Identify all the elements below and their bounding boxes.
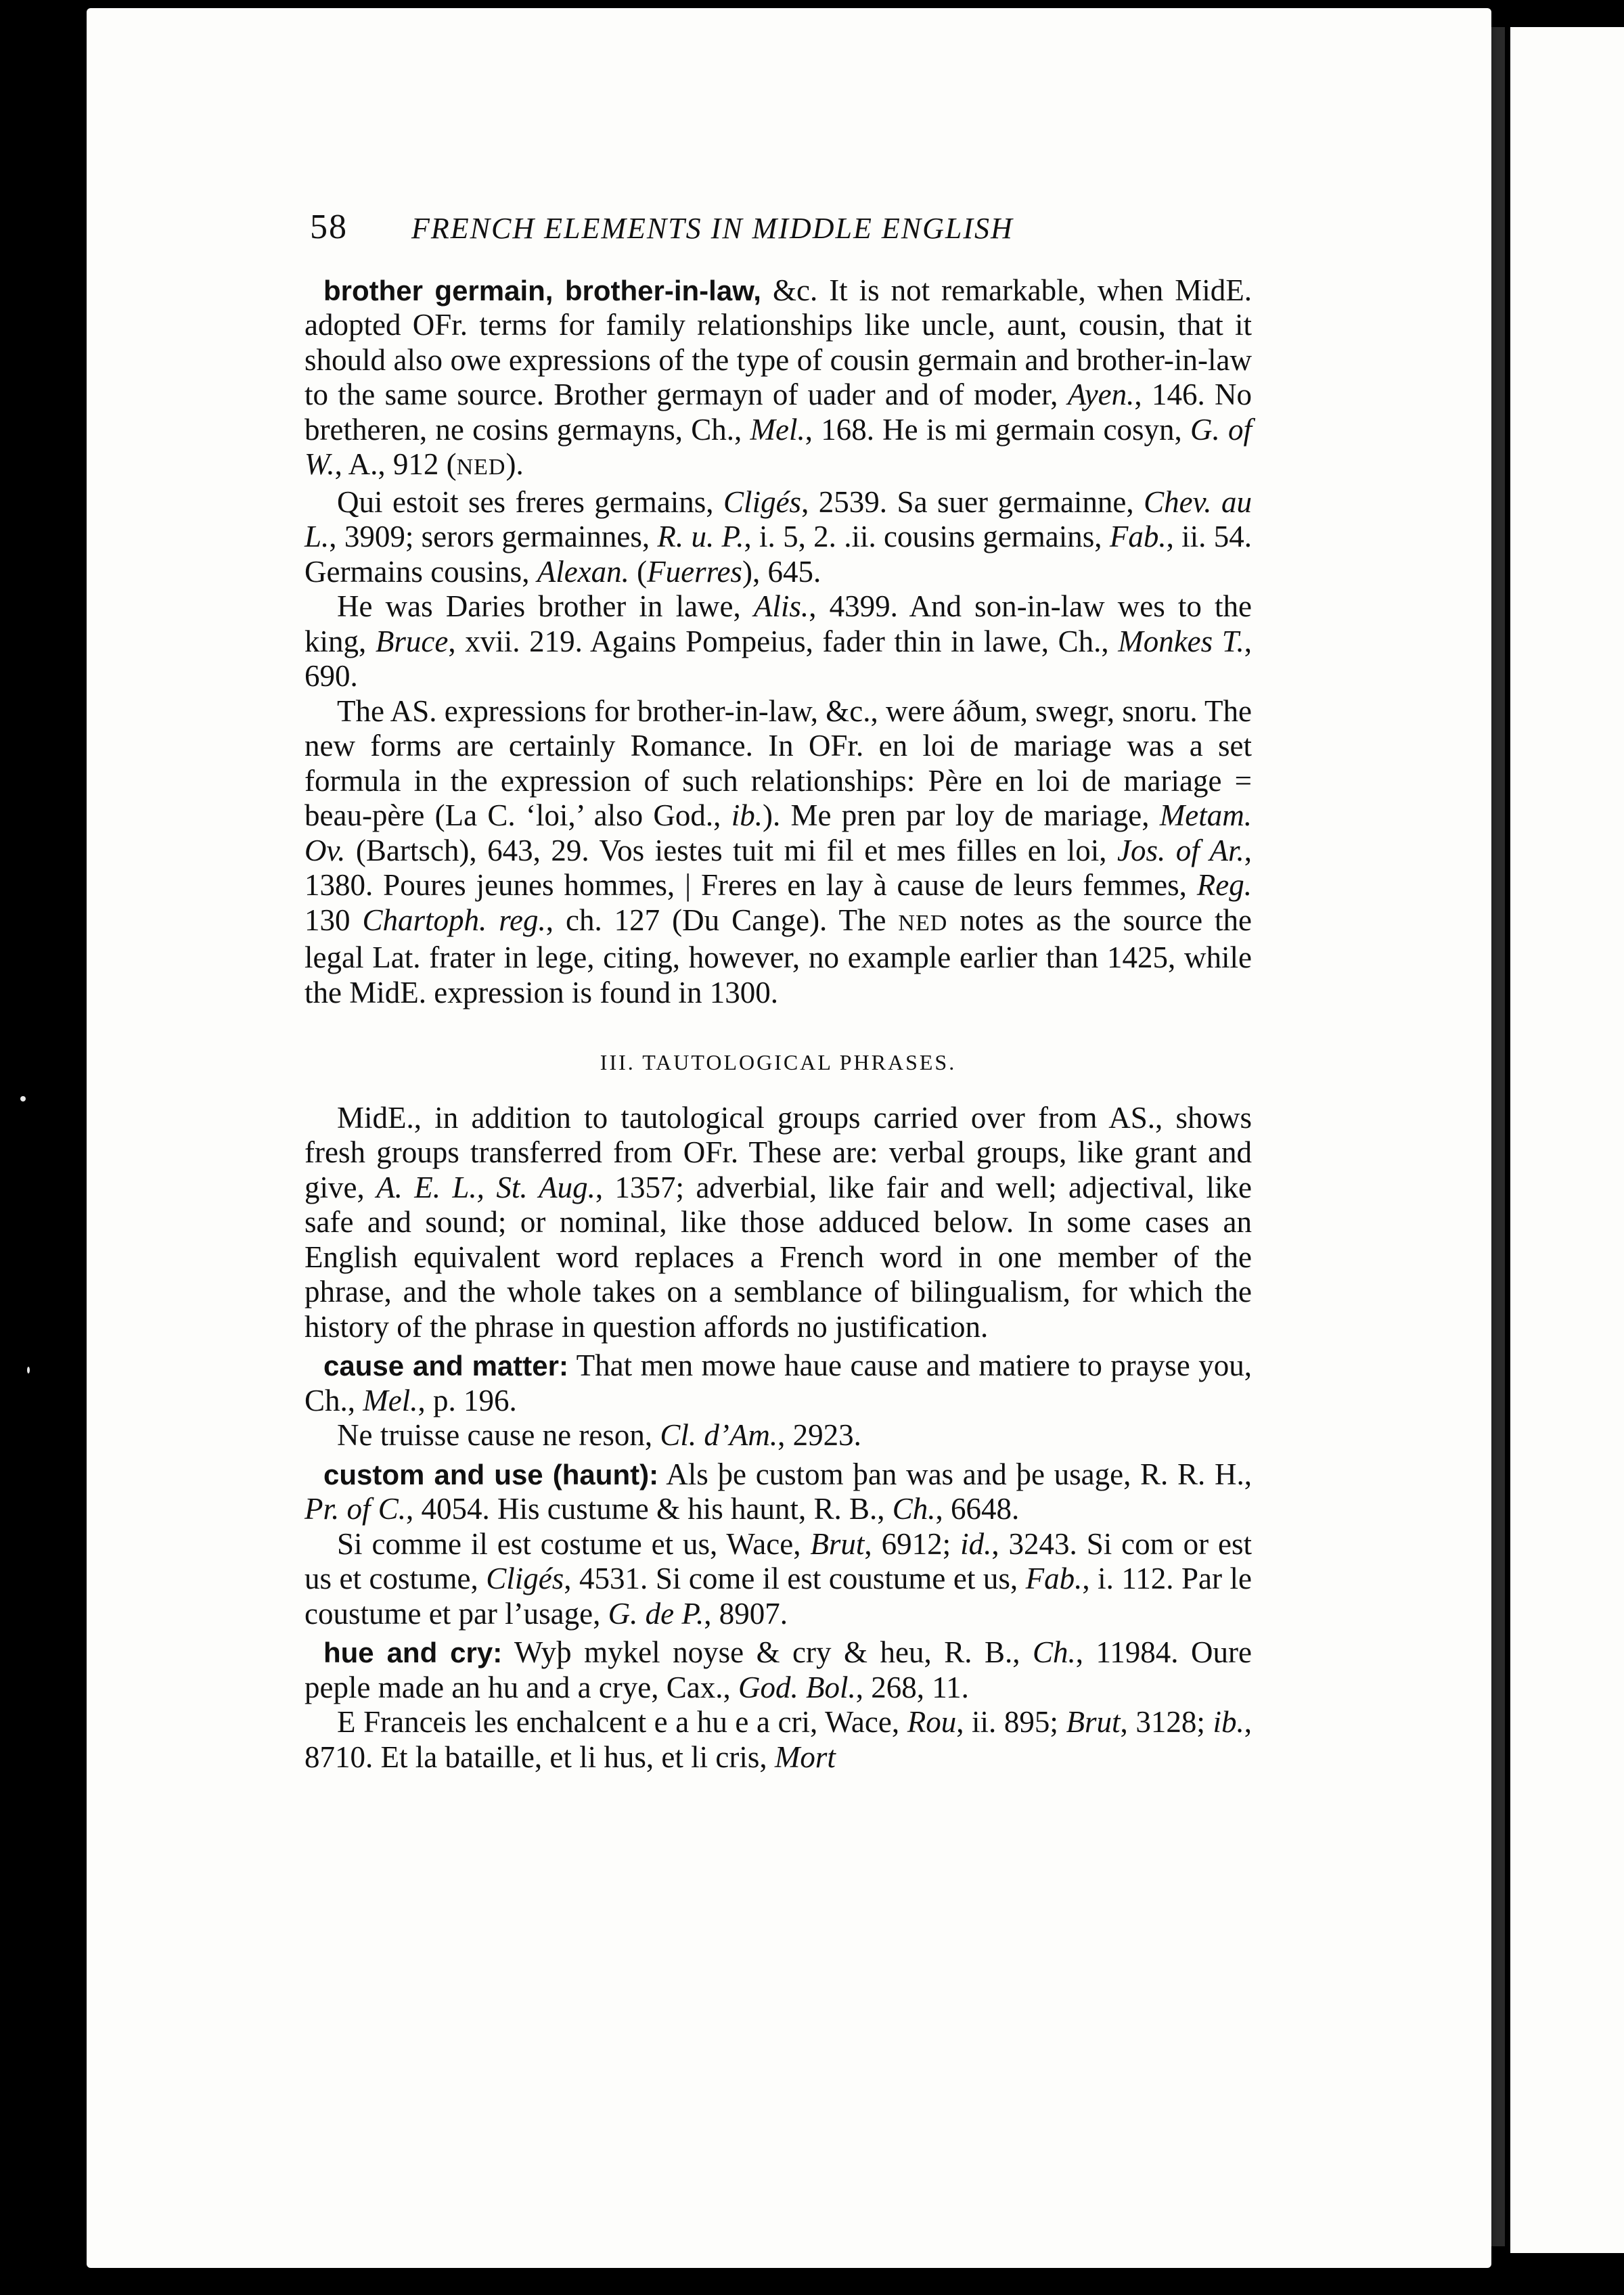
- citation: Ch.: [1032, 1635, 1076, 1669]
- text: He was Daries brother in lawe,: [337, 589, 754, 623]
- citation: Reg.: [1196, 868, 1252, 902]
- text: , xvii. 219. Agains Pompeius, fader thin in lawe, Ch.,: [448, 624, 1119, 658]
- text: , 146. No bretheren, ne cosins germayns, Ch.,: [304, 378, 1253, 447]
- citation: G. de P.: [608, 1596, 704, 1631]
- citation: Fab.: [1025, 1562, 1083, 1595]
- citation: ib.: [1213, 1705, 1244, 1739]
- text: , i. 112. Par le coustume et par l’usage,: [304, 1562, 1253, 1631]
- text: , p. 196.: [418, 1383, 517, 1417]
- citation: Fuerres: [647, 554, 742, 589]
- citation: Jos. of Ar.: [1117, 833, 1244, 867]
- text: , 168. He is mi germain cosyn,: [805, 412, 1191, 447]
- headword: brother germain, brother-in-law,: [323, 274, 761, 306]
- citation: ib.: [731, 798, 763, 832]
- citation: Alis.: [753, 589, 809, 623]
- paragraph-hue-french: [304, 1705, 1252, 1775]
- text: , 268, 11.: [855, 1670, 969, 1704]
- text: , A., 912 (: [334, 447, 457, 481]
- text: ).: [505, 447, 524, 481]
- citation: Mort: [774, 1740, 836, 1774]
- text: &c. It is not remarkable, when MidE. adopted OFr. terms for family relationships like uncle, aunt, cousin, that it should also owe expressions of the type of cousin germain and brother-in-law to the same source. Brother germayn of uader and of moder,: [304, 273, 1252, 411]
- running-head: [310, 210, 1252, 246]
- section-heading: III. TAUTOLOGICAL PHRASES.: [600, 1050, 957, 1074]
- citation: Mel.: [750, 412, 805, 447]
- citation: id.: [960, 1526, 992, 1561]
- paragraph-hue-and-cry: [304, 1635, 1252, 1705]
- citation: Cligés: [723, 484, 802, 519]
- headword: cause and matter:: [323, 1350, 568, 1382]
- paragraph-custom-and-use: [304, 1457, 1252, 1527]
- citation: R. u. P.: [657, 520, 744, 553]
- text: , 6648.: [935, 1492, 1020, 1526]
- text: , 11984. Oure peple made an hu and a crye, Cax.,: [304, 1635, 1252, 1704]
- text: That men mowe haue cause and matiere to prayse you, Ch.,: [304, 1348, 1253, 1417]
- text: , 3243. Si com or est us et costume,: [304, 1526, 1252, 1595]
- text: Qui estoit ses freres germains,: [337, 484, 724, 519]
- text: , 8907.: [704, 1596, 788, 1631]
- citation: Brut: [810, 1526, 865, 1561]
- paragraph-cause-and-matter: [304, 1348, 1252, 1418]
- text: , 2923.: [777, 1418, 861, 1452]
- paragraph-cause-french: [304, 1418, 1252, 1453]
- citation: G. of W.: [304, 412, 1252, 481]
- text: , ch. 127 (Du Cange). The: [545, 903, 899, 937]
- citation: Chev. au L.: [304, 484, 1252, 553]
- citation: Pr. of C.: [304, 1492, 407, 1526]
- text: , ii. 54. Germains cousins,: [304, 520, 1252, 589]
- text: , 6912;: [864, 1526, 961, 1561]
- running-title: FRENCH ELEMENTS IN MIDDLE ENGLISH: [411, 212, 1014, 245]
- citation: Mel.: [363, 1383, 418, 1417]
- text: ), 645.: [742, 554, 821, 589]
- citation: Fab.: [1109, 520, 1167, 553]
- text: E Franceis les enchalcent e a hu e a cri, Wace,: [337, 1705, 907, 1739]
- citation: Bruce: [375, 624, 449, 658]
- citation: Ayen.: [1067, 378, 1135, 411]
- text: , 1380. Poures jeunes hommes, | Freres en lay à cause de leurs femmes,: [304, 833, 1252, 902]
- text: , 8710. Et la bataille, et li hus, et li cris,: [304, 1705, 1252, 1774]
- paragraph-french-germain: [304, 485, 1252, 590]
- citation: Monkes T.: [1118, 624, 1244, 658]
- page-number: 58: [310, 208, 348, 246]
- text: , 4531. Si come il est coustume et us,: [564, 1562, 1026, 1595]
- text: , ii. 895;: [956, 1705, 1066, 1739]
- text: , 4054. His custume & his haunt, R. B.,: [406, 1492, 893, 1526]
- paragraph-custom-french: [304, 1527, 1252, 1632]
- headword: custom and use (haunt):: [323, 1458, 659, 1491]
- small-caps-abbrev: NED: [456, 455, 506, 480]
- text: , 690.: [304, 624, 1252, 693]
- text: ). Me pren par loy de mariage,: [762, 798, 1160, 832]
- text: , 3909; serors germainnes,: [329, 520, 658, 553]
- citation: A. E. L., St. Aug.: [376, 1170, 595, 1204]
- text: notes as the source the legal Lat. frater in lege, citing, however, no example earlier than 1425, while the MidE. expression is found in 1300.: [304, 903, 1252, 1009]
- scan-speck: [27, 1367, 30, 1373]
- citation: Chartoph. reg.: [362, 903, 546, 937]
- citation: God. Bol.: [738, 1670, 856, 1704]
- text: , 3128;: [1120, 1705, 1213, 1739]
- text: Si comme il est costume et us, Wace,: [337, 1526, 811, 1561]
- facing-page-edge: [1510, 27, 1624, 2253]
- text: , 4399. And son-in-law wes to the king,: [304, 589, 1252, 658]
- text: , 2539. Sa suer germainne,: [801, 484, 1144, 519]
- text: Als þe custom þan was and þe usage, R. R. H.,: [658, 1457, 1252, 1491]
- text: 130: [304, 903, 363, 937]
- citation: Alexan.: [537, 554, 629, 589]
- paragraph-tautological-intro: [304, 1101, 1252, 1345]
- citation: Ch.: [892, 1492, 936, 1526]
- page-text: [304, 210, 1252, 1775]
- text: Wyþ mykel noyse & cry & heu, R. B.,: [502, 1635, 1033, 1669]
- text: , 1357; adverbial, like fair and well; adjectival, like safe and sound; or nominal, like those adduced below. In some cases an English equivalent word replaces a French word in one member of the phrase, and the whole takes on a semblance of bilingualism, for which the history of the phrase in question affords no justification.: [304, 1170, 1252, 1344]
- text: (: [629, 554, 648, 589]
- paragraph-brother-in-lawe: [304, 589, 1252, 694]
- text: (Bartsch), 643, 29. Vos iestes tuit mi fil et mes filles en loi,: [345, 833, 1117, 867]
- text: MidE., in addition to tautological groups carried over from AS., shows fresh groups transferred from OFr. These are: verbal groups, like grant and give,: [304, 1100, 1252, 1204]
- citation: Cligés: [486, 1562, 564, 1595]
- text: Ne truisse cause ne reson,: [337, 1418, 660, 1452]
- citation: Brut: [1066, 1705, 1121, 1739]
- scan-speck: [20, 1096, 26, 1101]
- small-caps-abbrev: NED: [898, 910, 948, 936]
- citation: Cl. d’Am.: [660, 1418, 778, 1452]
- text: The AS. expressions for brother-in-law, &c., were áðum, swegr, snoru. The new forms are certainly Romance. In OFr. en loi de mariage was a set formula in the expression of such relationships: Père en loi de mariage = beau-père (La C. ‘loi,’ also God.,: [304, 694, 1252, 832]
- citation: Metam. Ov.: [304, 798, 1252, 867]
- citation: Rou: [907, 1705, 957, 1739]
- paragraph-as-expressions: [304, 694, 1252, 1011]
- text: , i. 5, 2. .ii. cousins germains,: [744, 520, 1110, 553]
- paragraph-brother-germain: [304, 273, 1252, 485]
- headword: hue and cry:: [323, 1637, 503, 1668]
